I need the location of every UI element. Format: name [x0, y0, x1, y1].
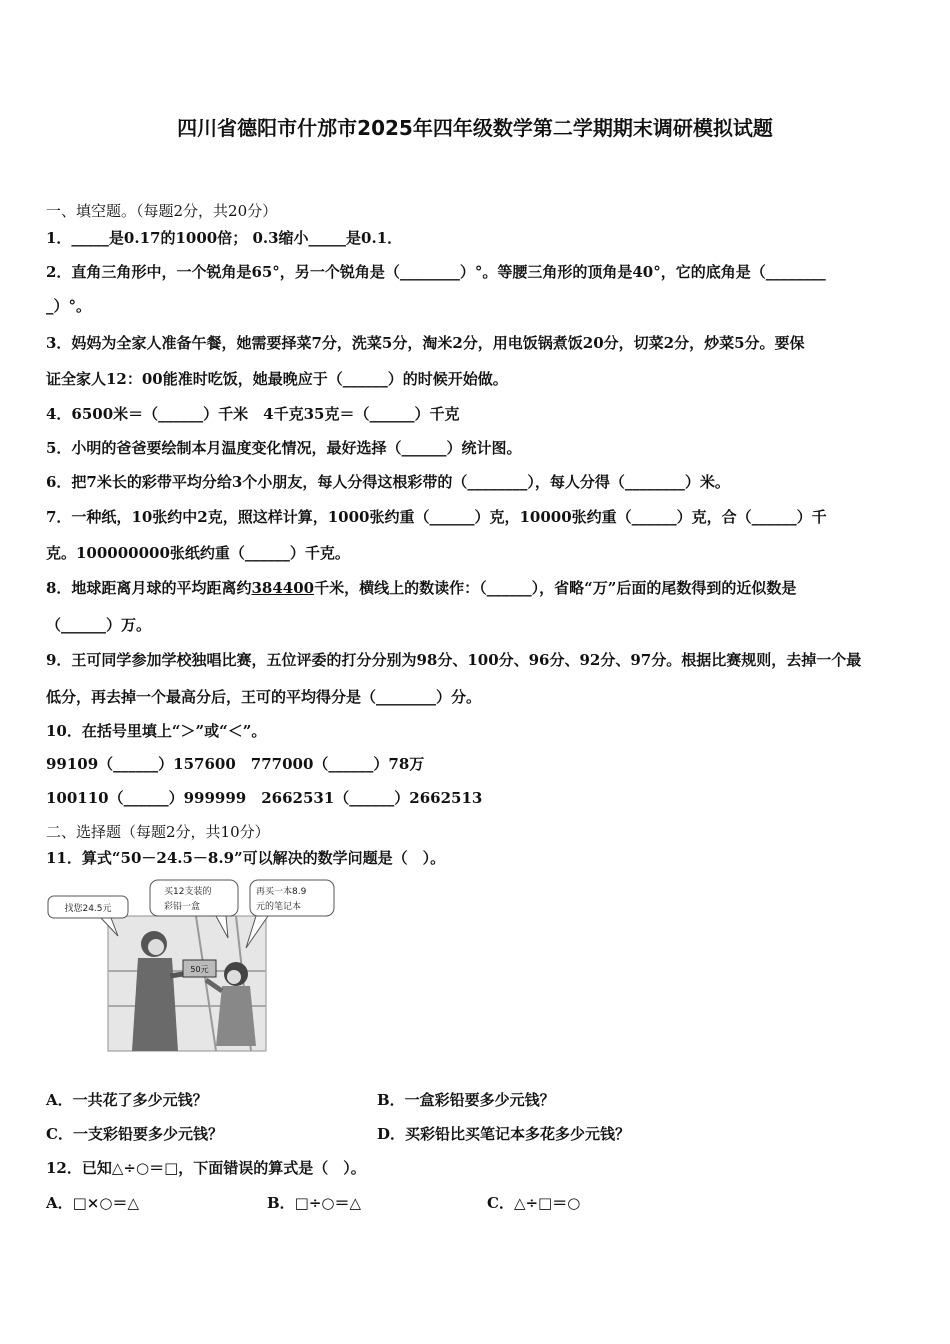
page-title: 四川省德阳市什邡市2025年四年级数学第二学期期末调研模拟试题	[177, 116, 773, 140]
shopping-illustration	[46, 876, 346, 1056]
q11-option-b[interactable]: B．一盒彩铅要多少元钱？	[377, 1091, 555, 1109]
question-5: 5．小明的爸爸要绘制本月温度变化情况，最好选择（______）统计图。	[46, 439, 522, 457]
question-10-row-2: 100110（______）999999 2662531（______）2662513	[46, 789, 483, 807]
q12-option-b[interactable]: B．□÷○＝△	[267, 1194, 362, 1212]
question-9-line-2: 低分，再去掉一个最高分后，王可的平均得分是（________）分。	[46, 688, 482, 706]
question-11: 11．算式“50－24.5－8.9”可以解决的数学问题是（ ）。	[46, 849, 446, 867]
question-3-line-2: 证全家人12：00能准时吃饭，她最晚应于（______）的时候开始做。	[46, 370, 508, 388]
question-10-row-1: 99109（______）157600 777000（______）78万	[46, 755, 425, 773]
question-4: 4．6500米＝（______）千米 4千克35克＝（______）千克	[46, 405, 460, 423]
question-8-underlined-number: 384400	[251, 579, 315, 597]
question-7-line-1: 7．一种纸，10张约中2克，照这样计算，1000张约重（______）克，10000张约重（______）克，合（______）千	[46, 508, 827, 526]
question-2-line-2: _）°。	[46, 297, 92, 315]
question-2-line-1: 2．直角三角形中，一个锐角是65°，另一个锐角是（________）°。等腰三角形的顶角是40°，它的底角是（________	[46, 263, 826, 281]
question-6: 6．把7米长的彩带平均分给3个小朋友，每人分得这根彩带的（________），每人分得（________）米。	[46, 473, 730, 491]
speech-bubble-notebook-line-2: 元的笔记本	[256, 902, 302, 912]
section-fill-in: 一、填空题。（每题2分，共20分）	[46, 202, 278, 220]
question-8-suffix: 千米，横线上的数读作：（______），省略“万”后面的尾数得到的近似数是	[314, 579, 797, 597]
q12-option-c[interactable]: C．△÷□＝○	[487, 1194, 581, 1212]
question-8-prefix: 8．地球距离月球的平均距离约	[46, 579, 252, 597]
q11-option-c[interactable]: C．一支彩铅要多少元钱？	[46, 1125, 223, 1143]
bill-note-label: 50元	[190, 965, 209, 974]
speech-bubble-change	[48, 896, 128, 936]
section-multiple-choice: 二、选择题（每题2分，共10分）	[46, 823, 270, 841]
q11-option-a[interactable]: A．一共花了多少元钱？	[46, 1091, 208, 1109]
question-8-line-2: （______）万。	[46, 616, 152, 634]
speech-bubble-pencils-line-2: 彩铅一盒	[164, 902, 201, 912]
question-12: 12．已知△÷○＝□，下面错误的算式是（ ）。	[46, 1159, 366, 1177]
question-1: 1．_____是0.17的1000倍； 0.3缩小_____是0.1．	[46, 229, 403, 247]
q11-option-d[interactable]: D．买彩铅比买笔记本多花多少元钱？	[377, 1125, 631, 1143]
bill-note	[183, 960, 216, 977]
speech-bubble-change-text: 找您24.5元	[64, 904, 112, 914]
question-8-line-1	[46, 578, 796, 598]
question-10: 10．在括号里填上“＞”或“＜”。	[46, 722, 267, 740]
question-9-line-1: 9．王可同学参加学校独唱比赛，五位评委的打分分别为98分、100分、96分、92分、97分。根据比赛规则，去掉一个最	[46, 651, 862, 669]
question-3-line-1: 3．妈妈为全家人准备午餐，她需要择菜7分，洗菜5分，淘米2分，用电饭锅煮饭20分，切菜2分，炒菜5分。要保	[46, 334, 805, 352]
question-7-line-2: 克。100000000张纸约重（______）千克。	[46, 544, 350, 562]
speech-bubble-pencils-line-1: 买12支装的	[164, 887, 212, 897]
q12-option-a[interactable]: A．□×○＝△	[46, 1194, 140, 1212]
speech-bubble-notebook-line-1: 再买一本8.9	[256, 887, 307, 897]
